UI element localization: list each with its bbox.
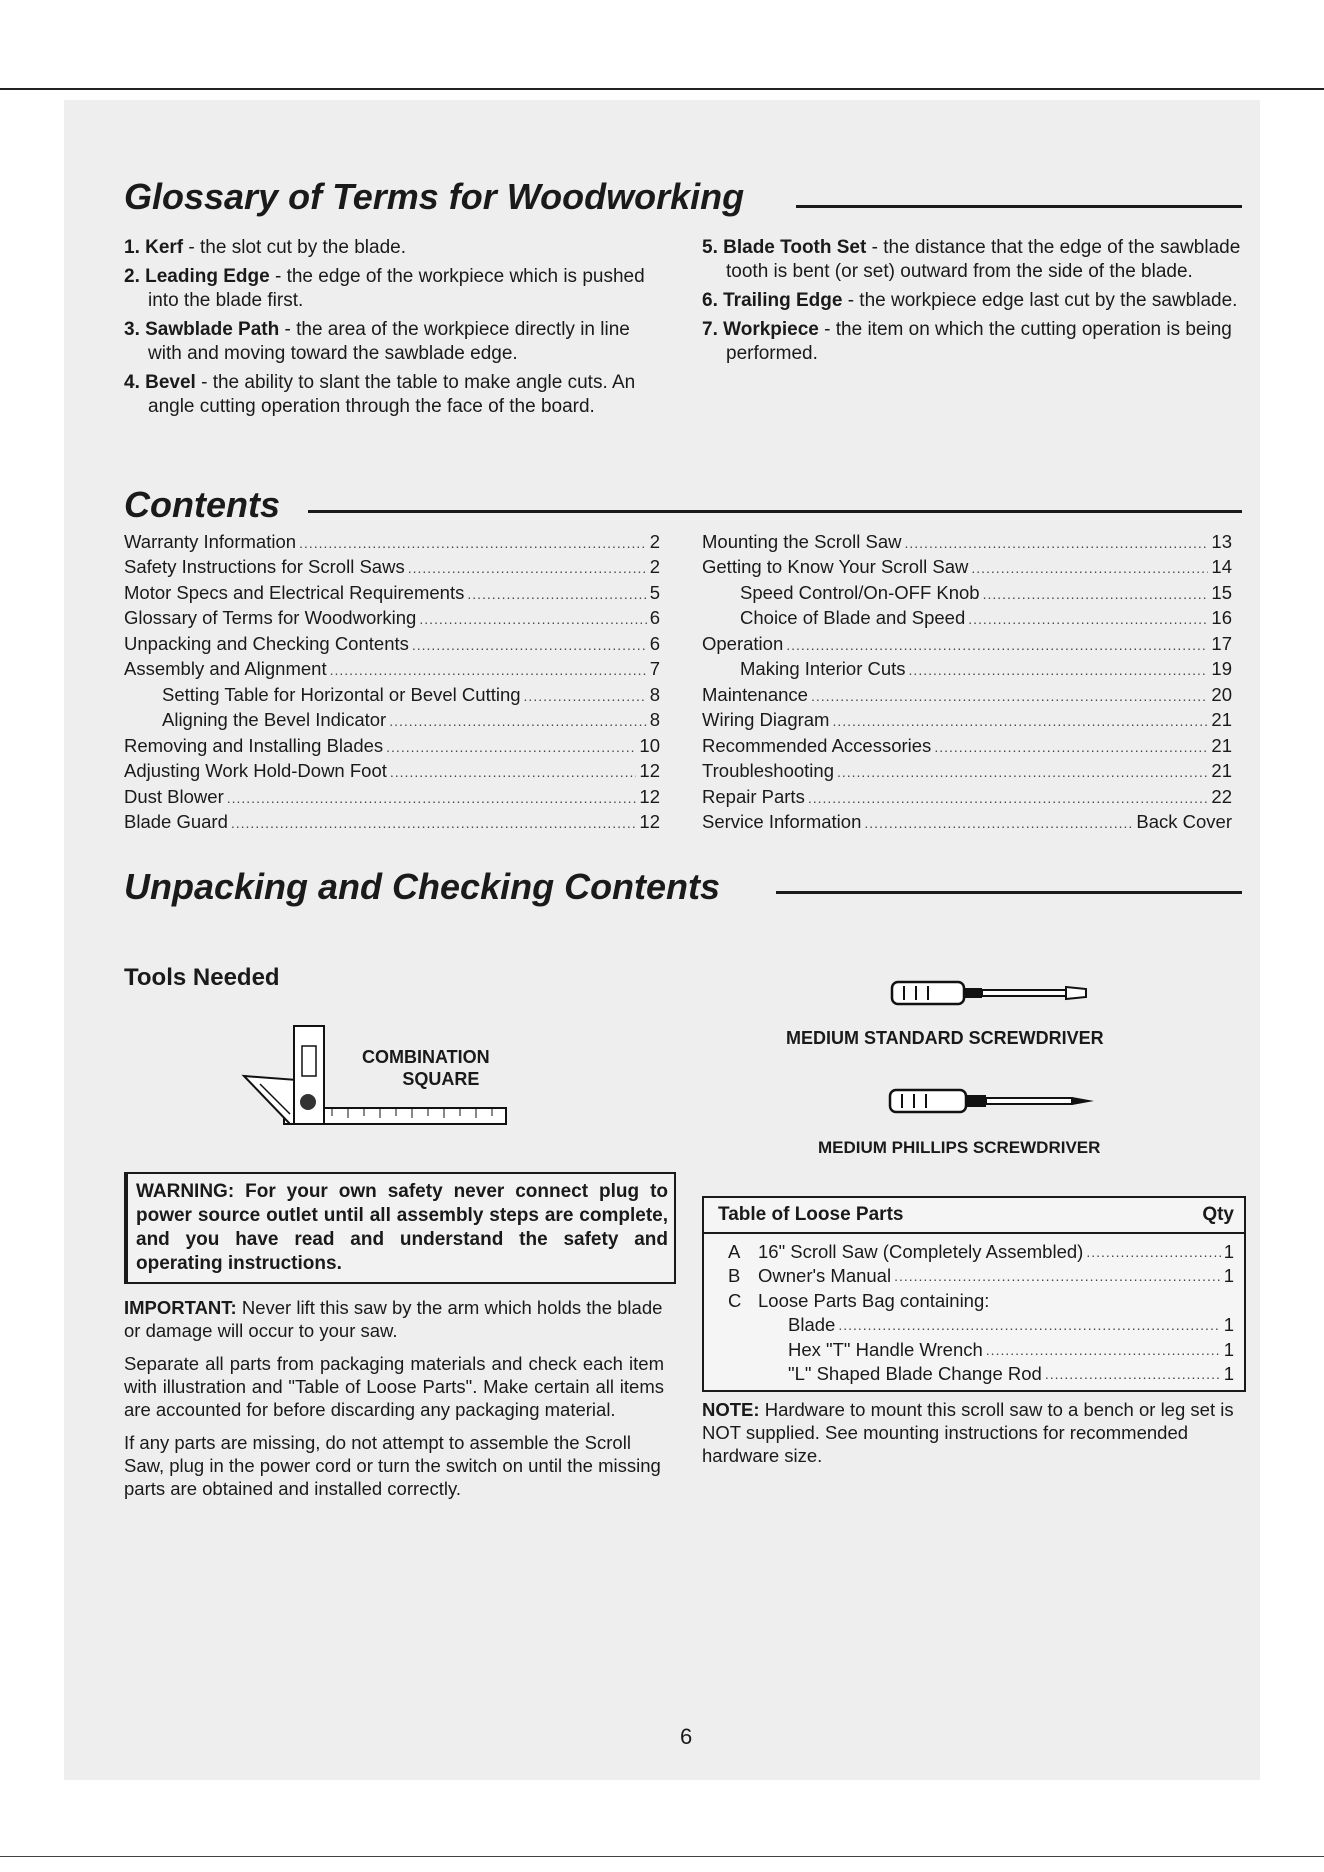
- contents-entry-page: 10: [639, 734, 660, 756]
- contents-entry: [702, 681, 1232, 707]
- loose-parts-name: Owner's Manual: [758, 1265, 892, 1286]
- contents-leader-dots: [330, 659, 647, 681]
- loose-parts-row: [728, 1361, 1234, 1386]
- loose-parts-qty: 1: [1223, 1363, 1234, 1384]
- contents-leader-dots: [968, 608, 1208, 630]
- contents-entry-title: Aligning the Bevel Indicator: [162, 709, 387, 730]
- contents-entry: [124, 758, 660, 784]
- contents-entry-title: Troubleshooting: [702, 760, 834, 781]
- loose-parts-row: [728, 1312, 1234, 1337]
- loose-parts-leader-dots: [986, 1339, 1221, 1361]
- glossary-entry: [702, 236, 1242, 284]
- contents-entry-title: Motor Specs and Electrical Requirements: [124, 581, 465, 603]
- contents-entry-title: Maintenance: [702, 683, 808, 705]
- loose-parts-table: [702, 1196, 1246, 1392]
- contents-entry: [702, 605, 1232, 631]
- phillips-screwdriver-label: MEDIUM PHILLIPS SCREWDRIVER: [818, 1138, 1101, 1157]
- contents-entry-title: Operation: [702, 632, 784, 654]
- loose-parts-leader-dots: [1045, 1363, 1221, 1385]
- contents-entry-page: 5: [649, 581, 660, 603]
- contents-entry: [702, 656, 1232, 682]
- contents-entry-title: Repair Parts: [702, 785, 805, 807]
- contents-entry: [124, 681, 660, 707]
- glossary-title-rule: [796, 205, 1242, 208]
- contents-leader-dots: [909, 659, 1209, 681]
- contents-entry-page: 16: [1211, 607, 1232, 628]
- contents-entry: [124, 605, 660, 631]
- contents-leader-dots: [390, 761, 637, 783]
- glossary-term: 3. Sawblade Path: [124, 319, 280, 340]
- contents-entry-page: 6: [649, 632, 660, 654]
- contents-entry-title: Service Information: [702, 811, 862, 832]
- contents-leader-dots: [864, 812, 1133, 834]
- contents-entry-title: Assembly and Alignment: [124, 658, 327, 679]
- contents-entry-page: 12: [639, 785, 660, 807]
- contents-entry-page: 19: [1211, 658, 1232, 679]
- contents-entry: [124, 809, 660, 835]
- tools-needed-heading: Tools Needed: [124, 964, 280, 991]
- contents-entry-page: 22: [1211, 785, 1232, 807]
- top-rule: [0, 88, 1324, 90]
- contents-entry-page: 15: [1211, 581, 1232, 603]
- glossary-definition: - the distance that the edge of the sawblade tooth is bent (or set) outward from the side of the blade.: [726, 237, 1241, 282]
- phillips-screwdriver-icon: [888, 1086, 1098, 1118]
- contents-entry: [702, 732, 1232, 758]
- contents-leader-dots: [231, 812, 637, 834]
- glossary-term: 5. Blade Tooth Set: [702, 237, 867, 258]
- contents-entry-page: 6: [649, 607, 660, 628]
- contents-entry-title: Wiring Diagram: [702, 709, 830, 730]
- contents-leader-dots: [971, 557, 1208, 579]
- contents-left-column: [124, 528, 660, 834]
- loose-parts-letter: A: [728, 1240, 741, 1262]
- contents-entry: [124, 732, 660, 758]
- contents-leader-dots: [786, 634, 1208, 656]
- contents-entry-page: 21: [1211, 734, 1232, 756]
- contents-leader-dots: [808, 787, 1209, 809]
- contents-entry-title: Removing and Installing Blades: [124, 734, 384, 756]
- contents-entry-title: Blade Guard: [124, 811, 228, 832]
- glossary-term: 4. Bevel: [124, 372, 196, 393]
- loose-parts-name: Loose Parts Bag containing:: [758, 1289, 990, 1311]
- contents-entry: [124, 630, 660, 656]
- note-label: NOTE:: [702, 1399, 760, 1420]
- contents-entry-page: 7: [649, 658, 660, 679]
- loose-parts-qty: 1: [1223, 1314, 1234, 1335]
- loose-parts-qty: 1: [1223, 1240, 1234, 1262]
- contents-entry: [124, 707, 660, 733]
- contents-leader-dots: [983, 583, 1209, 605]
- glossary-term: 6. Trailing Edge: [702, 290, 843, 311]
- contents-entry: [124, 783, 660, 809]
- glossary-left-column: [124, 236, 664, 424]
- combination-square-label: [362, 1046, 490, 1090]
- contents-right-column: [702, 528, 1232, 834]
- glossary-entry: [702, 318, 1242, 366]
- glossary-definition: - the slot cut by the blade.: [183, 237, 406, 258]
- loose-parts-letter: B: [728, 1265, 741, 1286]
- contents-entry-page: 8: [649, 709, 660, 730]
- loose-parts-name: 16" Scroll Saw (Completely Assembled): [758, 1240, 1084, 1262]
- glossary-definition: - the edge of the workpiece which is pushed into the blade first.: [148, 266, 645, 311]
- contents-entry-page: 12: [639, 760, 660, 781]
- contents-entry: [702, 630, 1232, 656]
- glossary-definition: - the workpiece edge last cut by the sawblade.: [842, 290, 1238, 311]
- loose-parts-body: [704, 1234, 1244, 1385]
- loose-parts-name: "L" Shaped Blade Change Rod: [788, 1363, 1042, 1384]
- glossary-definition: - the area of the workpiece directly in line with and moving toward the sawblade edge.: [148, 319, 630, 364]
- contents-entry: [702, 707, 1232, 733]
- contents-leader-dots: [524, 685, 647, 707]
- page-number: 6: [680, 1724, 693, 1749]
- glossary-definition: - the item on which the cutting operation is being performed.: [726, 319, 1232, 364]
- loose-parts-row: [728, 1263, 1234, 1288]
- contents-leader-dots: [408, 557, 647, 579]
- contents-entry-page: 2: [649, 556, 660, 577]
- important-paragraph: [124, 1296, 664, 1342]
- glossary-definition: - the ability to slant the table to make angle cuts. An angle cutting operation through the face of the board.: [148, 372, 636, 417]
- glossary-right-column: [702, 236, 1242, 371]
- loose-parts-leader-dots: [1086, 1241, 1220, 1263]
- contents-entry-page: 2: [649, 530, 660, 552]
- loose-parts-name: Hex "T" Handle Wrench: [788, 1338, 983, 1360]
- combination-square-label-line1: COMBINATION: [362, 1047, 490, 1067]
- contents-entry-title: Dust Blower: [124, 785, 224, 807]
- note-text: [702, 1398, 1242, 1467]
- contents-entry-title: Mounting the Scroll Saw: [702, 530, 902, 552]
- contents-entry: [124, 554, 660, 580]
- loose-parts-row: [728, 1238, 1234, 1263]
- contents-leader-dots: [412, 634, 647, 656]
- contents-entry: [702, 528, 1232, 554]
- loose-parts-qty-label: Qty: [1202, 1204, 1234, 1225]
- glossary-term: 2. Leading Edge: [124, 266, 270, 287]
- note-body: Hardware to mount this scroll saw to a bench or leg set is NOT supplied. See mounting instructions for recommended hardware size.: [702, 1399, 1234, 1466]
- contents-entry: [702, 758, 1232, 784]
- glossary-term: 7. Workpiece: [702, 319, 819, 340]
- glossary-entry: [124, 318, 664, 366]
- bottom-rule: [0, 1856, 1324, 1857]
- loose-parts-header: [704, 1198, 1244, 1234]
- contents-leader-dots: [467, 583, 646, 605]
- contents-leader-dots: [934, 736, 1208, 758]
- loose-parts-row: [728, 1287, 1234, 1312]
- glossary-entry: [124, 371, 664, 419]
- contents-entry-title: Adjusting Work Hold-Down Foot: [124, 760, 387, 781]
- loose-parts-name: Blade: [788, 1314, 836, 1335]
- glossary-term: 1. Kerf: [124, 237, 184, 258]
- contents-leader-dots: [837, 761, 1208, 783]
- contents-entry-page: 12: [639, 811, 660, 832]
- contents-entry: [702, 579, 1232, 605]
- contents-leader-dots: [905, 532, 1209, 554]
- contents-entry-page: 13: [1211, 530, 1232, 552]
- contents-title-rule: [308, 510, 1242, 513]
- contents-entry-title: Speed Control/On-OFF Knob: [740, 581, 980, 603]
- glossary-entry: [124, 236, 664, 260]
- important-text: Never lift this saw by the arm which holds the blade or damage will occur to your saw.: [124, 1297, 663, 1341]
- contents-entry-page: 21: [1211, 709, 1232, 730]
- contents-entry: [124, 528, 660, 554]
- contents-entry-page: Back Cover: [1136, 811, 1232, 832]
- standard-screwdriver-icon: [890, 978, 1090, 1010]
- contents-entry-title: Safety Instructions for Scroll Saws: [124, 556, 405, 577]
- contents-entry-title: Getting to Know Your Scroll Saw: [702, 556, 969, 577]
- glossary-entry: [702, 289, 1242, 313]
- contents-entry-page: 14: [1211, 556, 1232, 577]
- contents-entry: [702, 554, 1232, 580]
- contents-leader-dots: [299, 532, 647, 554]
- contents-entry: [702, 809, 1232, 835]
- separate-parts-paragraph: Separate all parts from packaging materials and check each item with illustration and "Table of Loose Parts". Make certain all items are accounted for before discarding any packaging material.: [124, 1353, 664, 1420]
- loose-parts-title: Table of Loose Parts: [718, 1204, 904, 1225]
- contents-leader-dots: [386, 736, 636, 758]
- contents-entry-title: Unpacking and Checking Contents: [124, 632, 409, 654]
- missing-parts-paragraph: If any parts are missing, do not attempt to assemble the Scroll Saw, plug in the power cord or turn the switch on until the missing parts are obtained and installed correctly.: [124, 1432, 661, 1499]
- contents-entry-page: 21: [1211, 760, 1232, 781]
- glossary-entry: [124, 265, 664, 313]
- contents-entry: [124, 656, 660, 682]
- contents-entry-title: Making Interior Cuts: [740, 658, 906, 679]
- contents-entry-page: 8: [649, 683, 660, 705]
- contents-entry-title: Recommended Accessories: [702, 734, 932, 756]
- loose-parts-leader-dots: [894, 1265, 1221, 1287]
- contents-entry: [702, 783, 1232, 809]
- loose-parts-leader-dots: [838, 1314, 1220, 1336]
- unpacking-title: Unpacking and Checking Contents: [124, 866, 721, 907]
- contents-entry-title: Setting Table for Horizontal or Bevel Cutting: [162, 683, 521, 705]
- contents-entry-page: 20: [1211, 683, 1232, 705]
- contents-entry: [124, 579, 660, 605]
- glossary-title: Glossary of Terms for Woodworking: [124, 176, 745, 217]
- warning-box: WARNING: For your own safety never connect plug to power source outlet until all assembly steps are complete, and you have read and understand the safety and operating instructions.: [124, 1172, 676, 1284]
- contents-leader-dots: [811, 685, 1208, 707]
- unpacking-body-text: [124, 1296, 664, 1510]
- contents-entry-title: Warranty Information: [124, 530, 297, 552]
- contents-leader-dots: [419, 608, 646, 630]
- important-label: IMPORTANT:: [124, 1297, 237, 1318]
- contents-entry-page: 17: [1211, 632, 1232, 654]
- loose-parts-letter: C: [728, 1289, 742, 1311]
- loose-parts-row: [728, 1336, 1234, 1361]
- contents-leader-dots: [389, 710, 647, 732]
- loose-parts-qty: 1: [1223, 1265, 1234, 1286]
- contents-entry-title: Glossary of Terms for Woodworking: [124, 607, 417, 628]
- combination-square-label-line2: SQUARE: [402, 1069, 480, 1089]
- standard-screwdriver-label: MEDIUM STANDARD SCREWDRIVER: [786, 1028, 1104, 1048]
- contents-title: Contents: [124, 484, 280, 525]
- contents-leader-dots: [227, 787, 637, 809]
- unpacking-title-rule: [776, 891, 1242, 894]
- contents-leader-dots: [832, 710, 1208, 732]
- contents-entry-title: Choice of Blade and Speed: [740, 607, 966, 628]
- loose-parts-qty: 1: [1223, 1338, 1234, 1360]
